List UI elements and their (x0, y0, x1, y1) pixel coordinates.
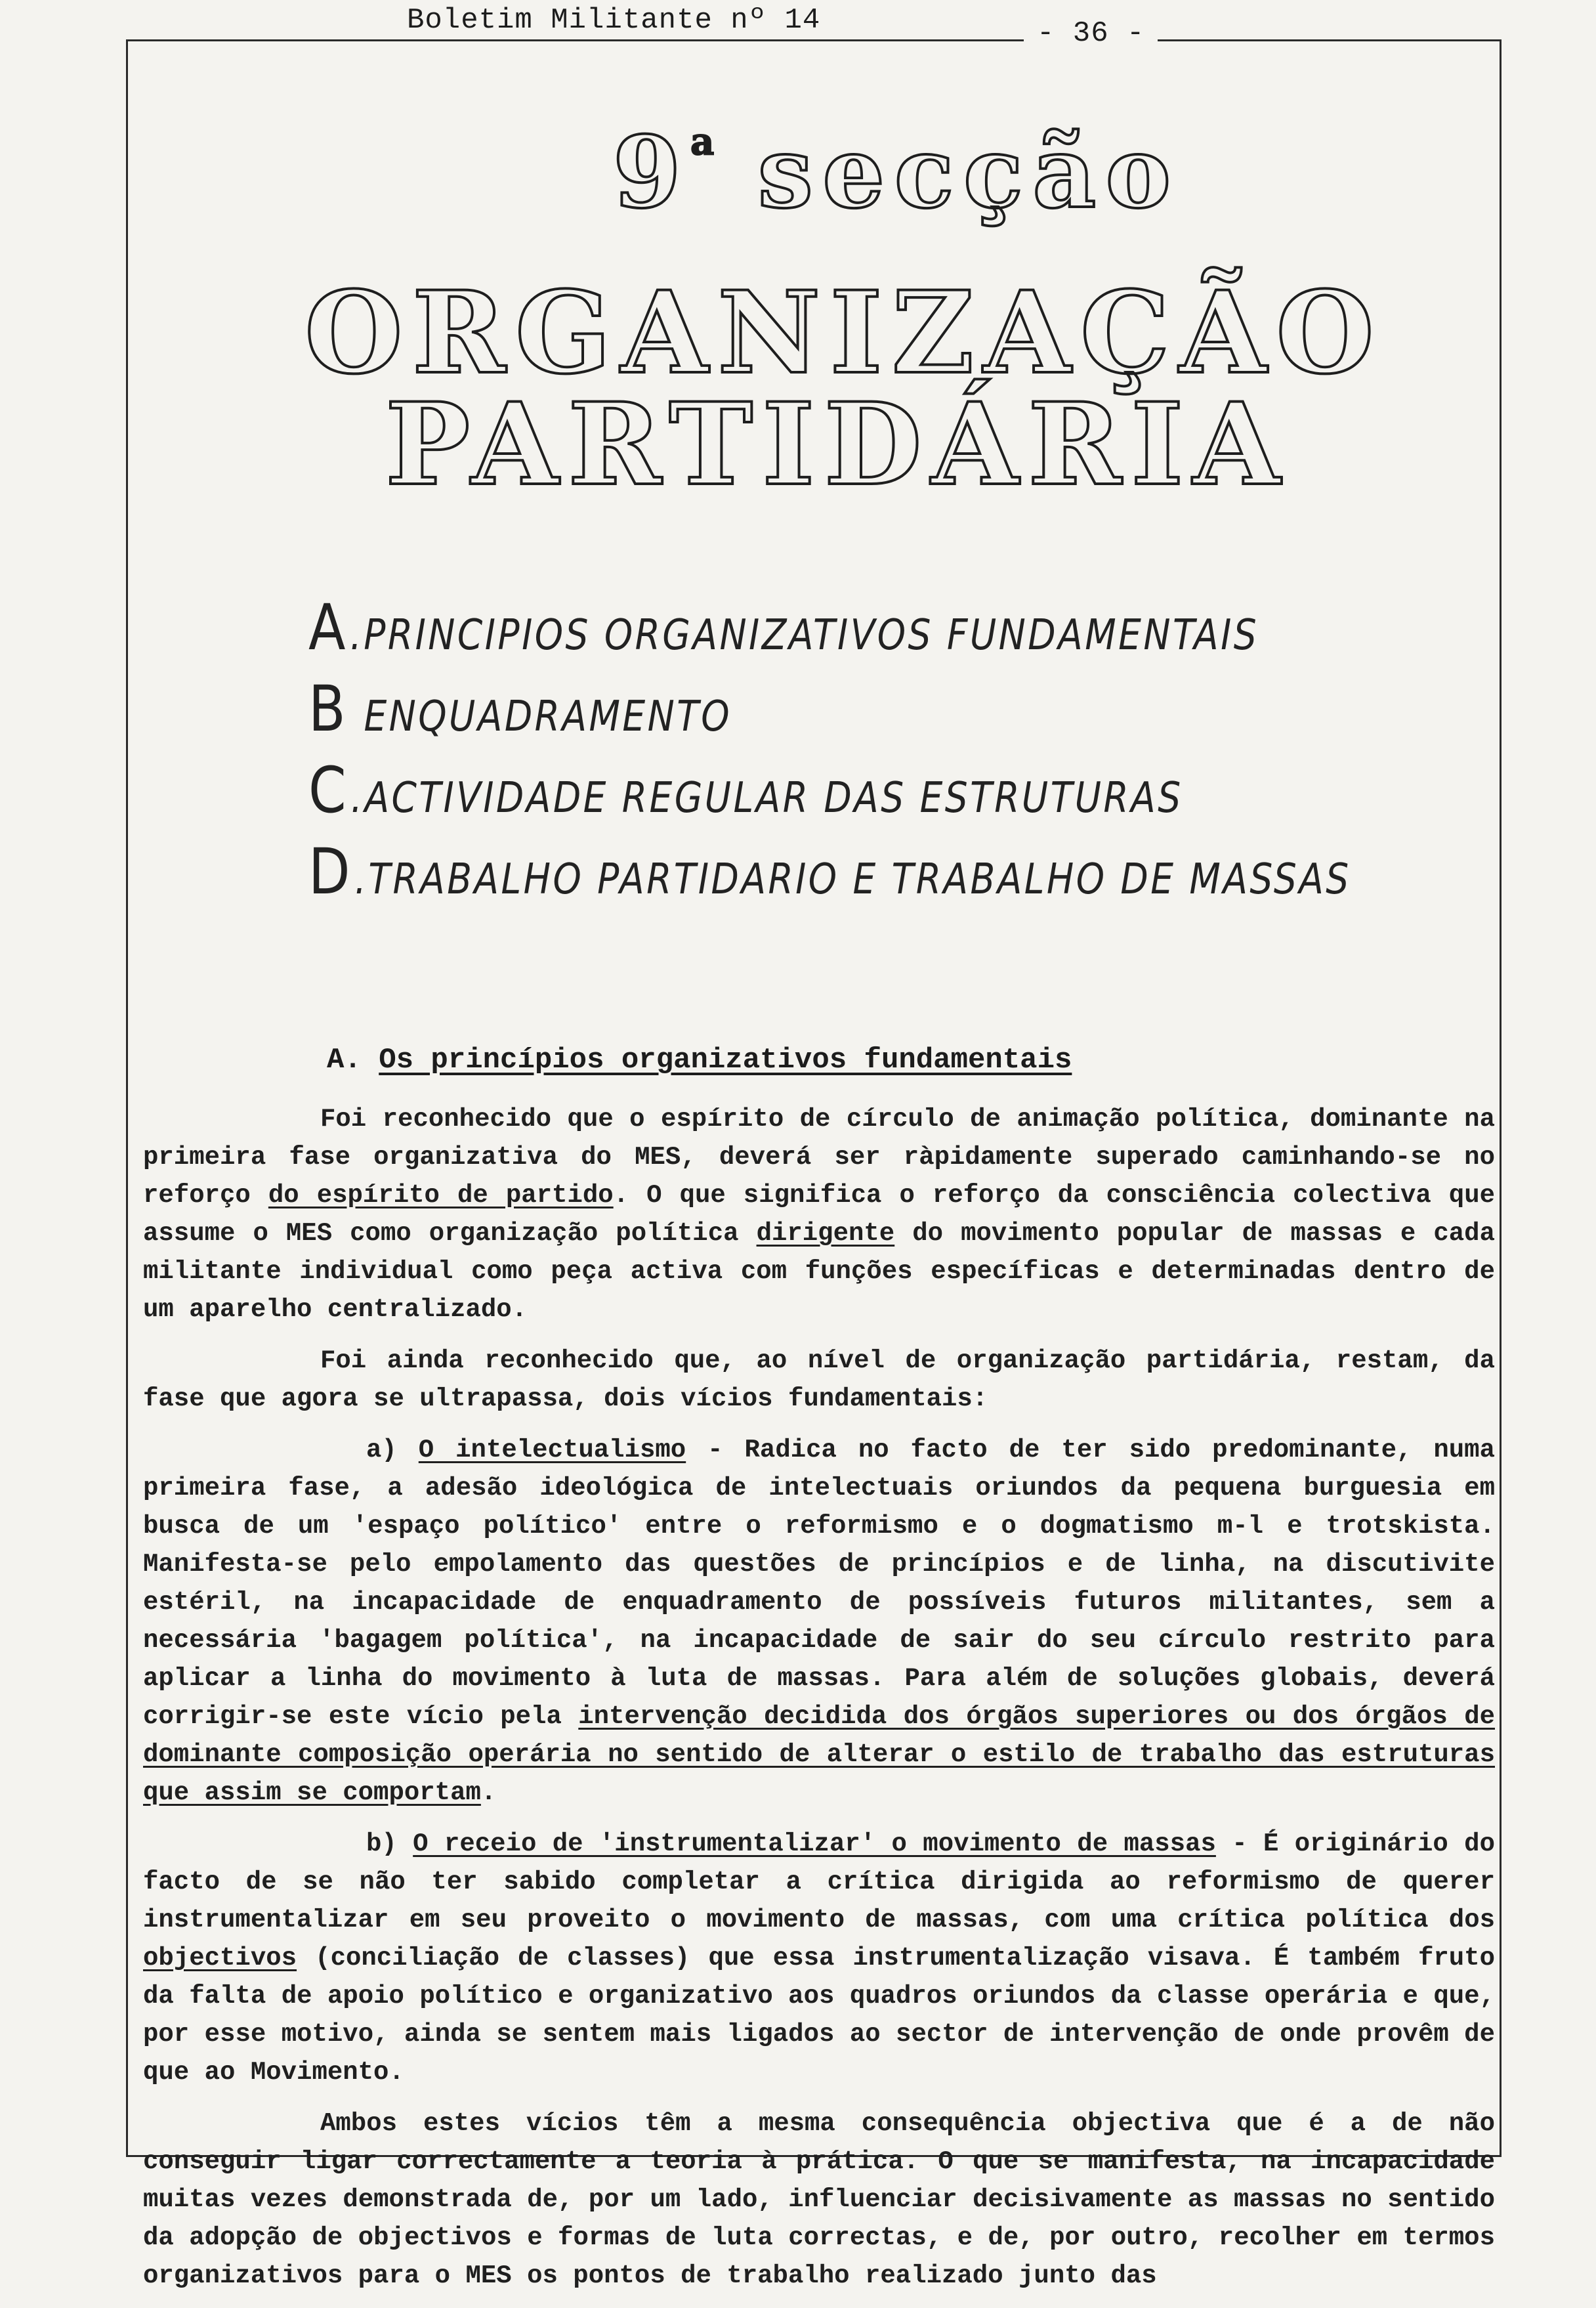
text-run: . O que significa o reforço da consciência colectiva que assume o MES como organização política (143, 1181, 1495, 1248)
section-a-title: Os princípios organizativos fundamentais (379, 1044, 1072, 1077)
paragraph-4 (143, 1825, 1495, 2091)
item-label: b) (366, 1829, 413, 1858)
body-text (143, 1100, 1495, 2308)
paragraph-2: Foi ainda reconhecido que, ao nível de organização partidária, restam, da fase que agora se ultrapassa, dois vícios fundamentais: (143, 1346, 1495, 1413)
text-run: Foi reconhecido que o espírito de círculo de animação política, dominante na primeira fase organizativa do MES, deverá ser ràpidamente superado caminhando-se no reforço (143, 1105, 1495, 1210)
toc-text: .PRINCIPIOS ORGANIZATIVOS FUNDAMENTAIS (350, 611, 1259, 660)
main-title-line1: ORGANIZAÇÃO (304, 266, 1383, 399)
bulletin-title: Boletim Militante nº 14 (394, 4, 833, 37)
text-run: - É originário do facto de se não ter sabido completar a crítica dirigida ao reformismo de querer instrumentalizar em seu proveito o movimento de massas, com uma crítica política dos (143, 1829, 1495, 1934)
paragraph-5: Ambos estes vícios têm a mesma consequência objectiva que é a de não conseguir ligar correctamente a teoria à prática. O que se manifesta, na incapacidade muitas vezes demonstrada de, por um lado, influenciar decisivamente as massas no sentido da adopção de objectivos e formas de luta correctas, e de, por outro, recolher em termos organizativos para o MES os pontos de trabalho realizado junto das (143, 2109, 1495, 2290)
page-number: - 36 - (1024, 17, 1158, 50)
toc-letter: A (308, 591, 348, 664)
underlined-text: O receio de 'instrumentalizar' o movimento de massas (413, 1829, 1216, 1858)
section-a-heading (327, 1044, 1072, 1077)
table-of-contents (308, 591, 1351, 916)
toc-item (308, 591, 1324, 672)
toc-letter: B (308, 672, 348, 746)
text-run: - Radica no facto de ter sido predominante, numa primeira fase, a adesão ideológica de intelectuais oriundos da pequena burguesia em busca de um 'espaço político' entre o reformismo e o dogmatismo m-l e trotskista. Manifesta-se pelo empolamento das questões de princípios e de linha, na discutivite estéril, na incapacidade de enquadramento de possíveis futuros militantes, sem a necessária 'bagagem política', na incapacidade de sair do seu círculo restrito para aplicar a linha do movimento à luta de massas. Para além de soluções globais, deverá corrigir-se este vício pela (143, 1436, 1495, 1731)
toc-letter: C (308, 754, 349, 827)
underlined-text: do espírito de partido (268, 1181, 614, 1210)
section-number: 9 (612, 115, 691, 230)
toc-item (308, 672, 1324, 754)
underlined-text: objectivos (143, 1944, 297, 1973)
paragraph-1 (143, 1100, 1495, 1329)
toc-text: .TRABALHO PARTIDARIO E TRABALHO DE MASSAS (354, 855, 1351, 904)
section-ordinal: a (690, 120, 715, 163)
paragraph-3 (143, 1431, 1495, 1812)
underlined-text: intervenção decidida dos órgãos superiores ou dos órgãos de dominante composição operária no sentido de alterar o estilo de trabalho das estruturas que assim se comportam (143, 1702, 1495, 1807)
section-title (0, 115, 1596, 230)
toc-item (308, 754, 1324, 835)
item-label: a) (366, 1436, 419, 1464)
underlined-text: O intelectualismo (418, 1436, 686, 1464)
text-run: (conciliação de classes) que essa instrumentalização visava. É também fruto da falta de apoio político e organizativo aos quadros oriundos da classe operária e que, por esse motivo, ainda se sentem mais ligados ao sector de intervenção de onde provêm de que ao Movimento. (143, 1944, 1495, 2087)
underlined-text: dirigente (756, 1219, 895, 1248)
text-run: do movimento popular de massas e cada militante individual como peça activa com funções específicas e determinadas dentro de um aparelho centralizado. (143, 1219, 1495, 1324)
toc-item (308, 835, 1351, 916)
toc-letter: D (308, 835, 353, 908)
section-a-label: A. (327, 1044, 362, 1077)
text-run: . (480, 1778, 497, 1807)
main-title-line2: PARTIDÁRIA (385, 377, 1290, 511)
section-word: secção (757, 115, 1181, 230)
toc-text: ENQUADRAMENTO (350, 693, 732, 741)
toc-text: .ACTIVIDADE REGULAR DAS ESTRUTURAS (350, 774, 1183, 823)
